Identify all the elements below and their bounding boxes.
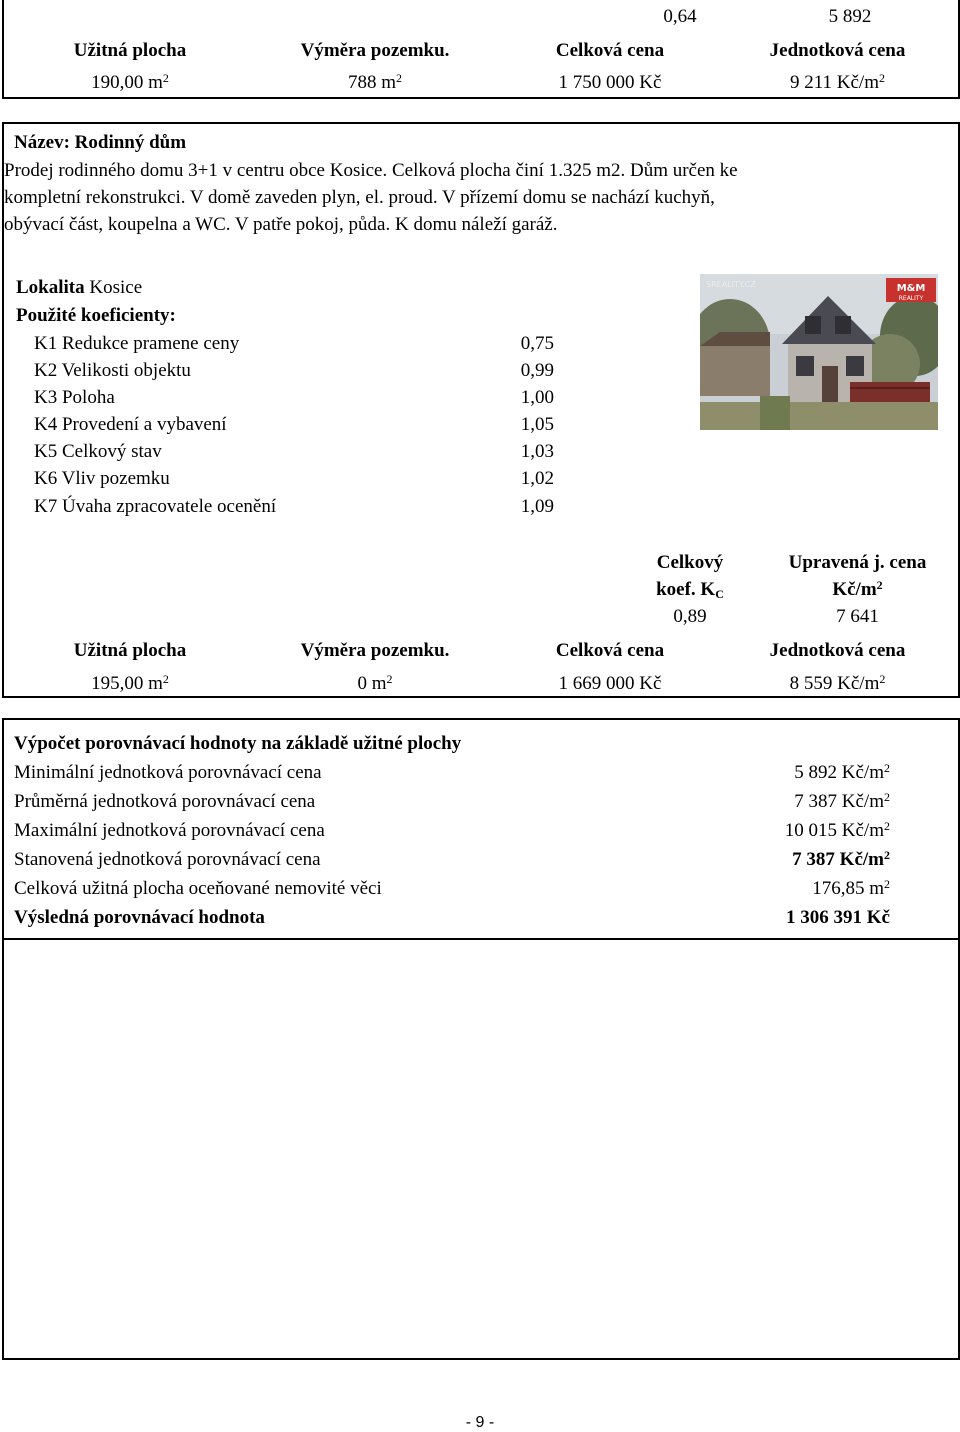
coefficient-value-k3: 1,00	[520, 387, 554, 408]
coefficient-value-k4: 1,05	[520, 414, 554, 435]
calc-value-avg: 7 387 $Kč/m^2$	[794, 790, 890, 812]
summary-header-adjusted-line1: Upravená j. cena	[788, 552, 927, 573]
coefficient-value-k7: 1,09	[520, 496, 554, 517]
previous-value-area: 190,00 $m^2$	[91, 71, 169, 93]
page-number: - 9 -	[465, 1414, 495, 1431]
coefficient-value-k6: 1,02	[520, 468, 554, 489]
property-name: Název: Rodinný dům	[14, 132, 187, 153]
header-unit-price: Jednotková cena	[769, 640, 906, 661]
coefficient-label-k3: K3 Poloha	[34, 387, 115, 408]
previous-header-area: Užitná plocha	[73, 40, 187, 61]
property-description-line-2: kompletní rekonstrukci. V domě zaveden plyn, el. proud. V přízemí domu se nachází kuchyň,	[4, 187, 715, 208]
calc-label-max: Maximální jednotková porovnávací cena	[14, 820, 325, 841]
coefficient-label-k6: K6 Vliv pozemku	[34, 468, 170, 489]
calc-label-min: Minimální jednotková porovnávací cena	[14, 762, 322, 783]
previous-header-total-price: Celková cena	[555, 40, 665, 61]
locality-value: Kosice	[89, 277, 143, 298]
previous-unit-price-value: 5 892	[828, 6, 872, 27]
summary-header-coef-line1: Celkový	[656, 552, 724, 573]
header-total-price: Celková cena	[555, 640, 665, 661]
calc-result-value: 1 306 391 Kč	[786, 907, 890, 928]
summary-value-adjusted: 7 641	[836, 606, 879, 627]
calculation-title: Výpočet porovnávací hodnoty na základě užitné plochy	[14, 733, 462, 754]
header-land: Výměra pozemku.	[300, 640, 450, 661]
calc-result-label: Výsledná porovnávací hodnota	[14, 907, 265, 928]
calc-value-min: 5 892 $Kč/m^2$	[794, 761, 890, 783]
coefficient-value-k1: 0,75	[520, 333, 554, 354]
summary-header-coef-line2: koef. $K_C$	[656, 579, 724, 601]
value-land: 0 $m^2$	[357, 672, 393, 694]
value-unit-price: 8 559 $Kč/m^2$	[789, 672, 886, 694]
coefficient-label-k7: K7 Úvaha zpracovatele ocenění	[34, 496, 277, 517]
calc-value-max: 10 015 $Kč/m^2$	[784, 819, 890, 841]
locality-left-rule	[2, 270, 4, 520]
coefficient-label-k5: K5 Celkový stav	[34, 441, 162, 462]
calculation-box	[2, 718, 960, 1360]
previous-header-unit-price: Jednotková cena	[769, 40, 906, 61]
coefficients-title: Použité koeficienty:	[16, 305, 176, 326]
summary-value-coef: 0,89	[673, 606, 707, 627]
property-description-line-3: obývací část, koupelna a WC. V patře pokoj, půda. K domu náleží garáž.	[4, 214, 558, 235]
coefficient-value-k5: 1,03	[520, 441, 554, 462]
previous-coef-value: 0,64	[663, 6, 697, 27]
coefficient-label-k4: K4 Provedení a vybavení	[34, 414, 227, 435]
coefficient-label-k2: K2 Velikosti objektu	[34, 360, 191, 381]
property-description-line-1: Prodej rodinného domu 3+1 v centru obce Kosice. Celková plocha činí 1.325 m2. Dům určen ke	[4, 160, 738, 181]
value-total-price: 1 669 000 Kč	[558, 673, 662, 694]
house-photo-illustration	[700, 274, 938, 430]
photo-logo-text: M&M	[896, 283, 926, 294]
calc-label-total-area: Celková užitná plocha oceňované nemovité věci	[14, 878, 382, 899]
coefficient-label-k1: K1 Redukce pramene ceny	[34, 333, 240, 354]
calc-label-avg: Průměrná jednotková porovnávací cena	[14, 791, 316, 812]
summary-header-adjusted-line2: $Kč/m^2$	[832, 578, 883, 600]
calc-value-total-area: 176,85 $m^2$	[812, 877, 890, 899]
previous-value-land: 788 $m^2$	[347, 71, 403, 93]
photo-watermark: SREALITY.CZ	[706, 280, 756, 289]
locality-line	[16, 277, 142, 299]
previous-value-total-price: 1 750 000 Kč	[558, 72, 662, 93]
photo-logo-subtext: REALITY	[898, 295, 924, 302]
coefficient-value-k2: 0,99	[520, 360, 554, 381]
previous-value-unit-price: 9 211 $Kč/m^2$	[789, 71, 885, 93]
property-photo	[700, 274, 938, 430]
calc-value-set: 7 387 $Kč/m^2$	[792, 848, 890, 870]
previous-header-land: Výměra pozemku.	[300, 40, 450, 61]
value-area: 195,00 $m^2$	[91, 672, 169, 694]
locality-label: Lokalita	[16, 277, 85, 298]
header-area: Užitná plocha	[73, 640, 187, 661]
calculation-divider	[2, 938, 960, 940]
calc-label-set: Stanovená jednotková porovnávací cena	[14, 849, 321, 870]
